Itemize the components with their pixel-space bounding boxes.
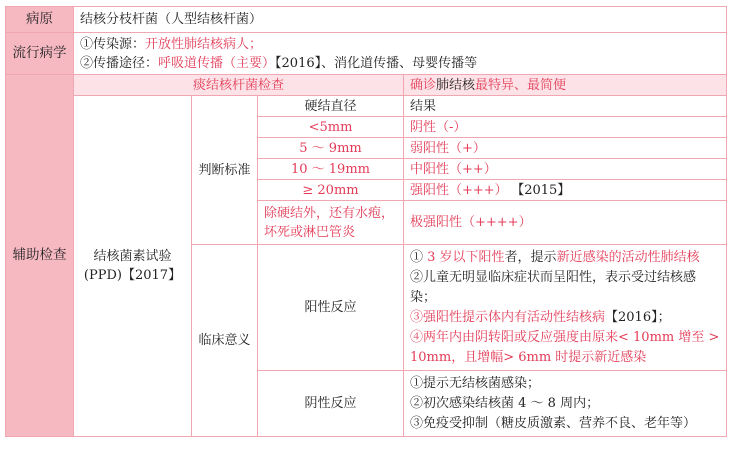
criteria-result-year: 【2015】	[517, 182, 571, 198]
note-prefix: 确诊	[410, 77, 437, 93]
positive-item-3-text: ③强阳性提示体内有活动性结核病	[410, 309, 606, 325]
pathogen-label: 病原	[6, 7, 74, 33]
positive-item-1-result: 新近感染的活动性肺结核	[556, 249, 700, 265]
criteria-result	[404, 180, 727, 201]
criteria-result: 弱阳性（+）	[404, 138, 727, 159]
epidemiology-line-2	[80, 54, 720, 73]
positive-item-2: ②儿童无明显临床症状而呈阳性，表示受过结核感染；	[410, 269, 697, 305]
route-others: 【2016】、消化道传播、母婴传播等	[275, 55, 478, 71]
epidemiology-label: 流行病学	[6, 33, 74, 75]
criteria-size: <5mm	[258, 117, 404, 138]
tuberculosis-summary-table	[5, 6, 727, 437]
positive-item-1-mid: 者，提示	[504, 249, 557, 265]
route-prefix: ②传播途径：	[80, 55, 159, 71]
criteria-result: 阴性（-）	[404, 117, 727, 138]
note-emphasis: 最特异、最简便	[475, 77, 567, 93]
criteria-result: 极强阳性（++++）	[404, 201, 727, 245]
positive-content	[404, 245, 727, 371]
ppd-label-line-1: 结核菌素试验	[93, 249, 172, 264]
criteria-size: 除硬结外，还有水疱，坏死或淋巴管炎	[258, 201, 404, 245]
negative-item-1: ①提示无结核菌感染；	[410, 375, 541, 391]
route-main: 呼吸道传播（主要）	[158, 55, 276, 71]
negative-content	[404, 371, 727, 437]
criteria-label: 判断标准	[192, 96, 258, 245]
positive-item-1-num: ①	[410, 249, 428, 265]
criteria-result-text: 强阳性（+++）	[410, 182, 508, 198]
ppd-label-line-2: (PPD)【2017】	[83, 268, 182, 283]
criteria-col-size: 硬结直径	[258, 96, 404, 117]
negative-label: 阴性反应	[258, 371, 404, 437]
ppd-label	[74, 96, 192, 437]
positive-item-1-cond: 3 岁以下阳性	[427, 249, 505, 265]
negative-item-3: ③免疫受抑制（糖皮质激素、营养不良、老年等）	[410, 415, 697, 431]
negative-item-2: ②初次感染结核菌 4 ～ 8 周内；	[410, 395, 600, 411]
note-mid: 肺结核	[436, 77, 476, 93]
criteria-col-result: 结果	[404, 96, 727, 117]
source-prefix: ①传染源：	[80, 36, 146, 52]
sputum-test-label: 痰结核杆菌检查	[74, 75, 404, 96]
positive-item-1	[410, 248, 720, 268]
sputum-test-note	[404, 75, 727, 96]
positive-label: 阳性反应	[258, 245, 404, 371]
clinical-label: 临床意义	[192, 245, 258, 437]
positive-item-3-year: 【2016】；	[605, 309, 671, 325]
criteria-result: 中阳性（++）	[404, 159, 727, 180]
epidemiology-content	[74, 33, 727, 75]
source-value: 开放性肺结核病人；	[145, 36, 263, 52]
positive-item-3	[410, 308, 720, 328]
aux-label: 辅助检查	[6, 75, 74, 437]
positive-item-4: ④两年内由阴转阳或反应强度由原来< 10mm 增至 > 10mm，且增幅> 6mm 时提示新近感染	[410, 329, 720, 365]
pathogen-value: 结核分枝杆菌（人型结核杆菌）	[74, 7, 727, 33]
criteria-size: 5 ～ 9mm	[258, 138, 404, 159]
criteria-size: ≥ 20mm	[258, 180, 404, 201]
criteria-size: 10 ～ 19mm	[258, 159, 404, 180]
epidemiology-line-1	[80, 35, 720, 54]
